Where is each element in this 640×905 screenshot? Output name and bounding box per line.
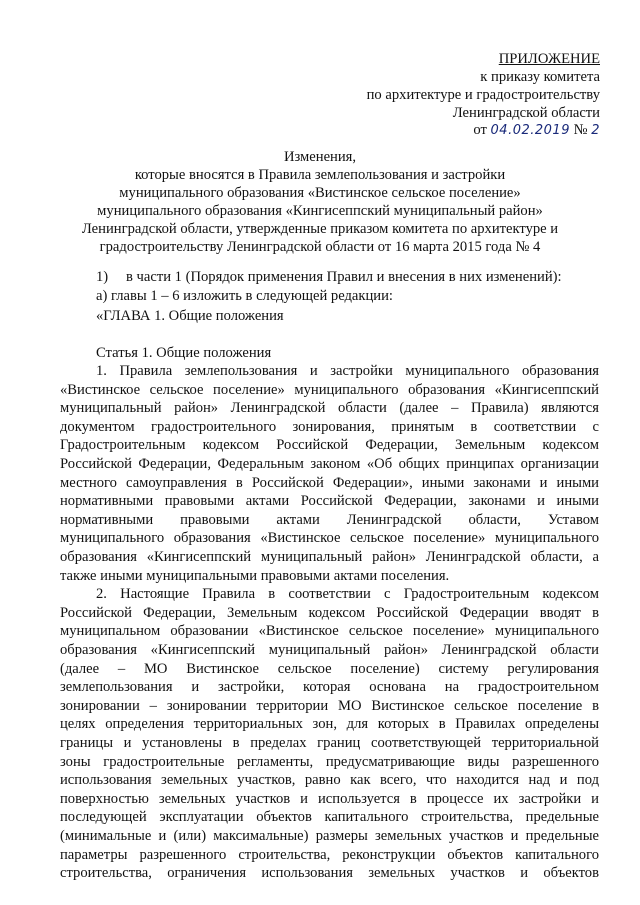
item-a-text: а) главы 1 – 6 изложить в следующей редакции: [96,288,393,304]
paragraph-line: зоны градостроительные регламенты, предусматривающие виды разрешенного [60,753,599,770]
appendix-line-2: по архитектуре и градостроительству [366,87,600,103]
paragraph-line: (минимальные и (или) максимальные) размеры земельных участков и предельные [60,828,599,844]
heading-line: градостроительству Ленинградской области от 16 марта 2015 года № 4 [99,239,541,255]
item-1-text: в части 1 (Порядок применения Правил и внесения в них изменений): [126,269,562,285]
number-prefix: № [573,122,588,138]
paragraph-line: целях определения территориальных зон, для которых в Правилах определены [60,716,599,733]
paragraph-line: использования земельных участков, равно как всего, что находится над и под [60,772,599,789]
paragraph-line: образования «Кингисеппский муниципальный район» Ленинградской области [60,642,599,658]
appendix-date-line [473,121,600,140]
chapter-title: «ГЛАВА 1. Общие положения [96,308,284,324]
paragraph-line: муниципальном образовании «Вистинское сельское поселение» муниципального [60,623,599,640]
paragraph-line: образования «Кингисеппский муниципальный район» Ленинградской области, а [60,549,599,565]
paragraph-line: также иными муниципальными правовыми актами поселения. [60,567,450,584]
article-title: Статья 1. Общие положения [96,345,272,361]
paragraph-line: муниципальный район» Ленинградской области (далее – Правила) являются [60,400,599,417]
paragraph-line: местного самоуправления в Российской Федерации», иными законами и иными [60,474,599,491]
appendix-line-1: к приказу комитета [480,69,600,85]
paragraph-line: 1. Правила землепользования и застройки муниципального образования [96,363,599,379]
item-1-number: 1) [96,269,109,285]
paragraph-line: поверхностью земельных участков и используется в процессе их застройки и [60,790,599,807]
paragraph-line: Градостроительным кодексом Российской Федерации, Земельным кодексом [60,437,599,454]
paragraph-line: муниципального образования «Вистинское сельское поселение» муниципального [60,530,599,547]
appendix-title: ПРИЛОЖЕНИЕ [498,51,600,67]
paragraph-line: «Вистинское сельское поселение» муниципального образования «Кингисеппский [60,381,599,398]
paragraph-line: землепользования и застройки, которая основана на градостроительном [60,679,599,696]
paragraph-line: 2. Настоящие Правила в соответствии с Градостроительным кодексом [96,586,599,603]
paragraph-line: последующей эксплуатации объектов капитального строительства, предельные [60,809,599,826]
date-prefix: от [473,122,487,138]
heading-line: муниципального образования «Кингисеппский муниципальный район» [97,203,543,219]
handwritten-date: 04.02.2019 [490,123,570,138]
appendix-line-3: Ленинградской области [452,105,600,121]
paragraph-line: Российской Федерации, Федеральным законом «Об общих принципах организации [60,456,599,472]
paragraph-line: нормативными правовыми актами Ленинградской области, Уставом [60,511,599,528]
paragraph-line: (далее – МО Вистинское сельское поселение) систему регулирования [60,660,599,677]
heading-line: Ленинградской области, утвержденные приказом комитета по архитектуре и [81,221,559,237]
paragraph-line: границы и установлены в пределах границ соответствующей территориальной [60,735,599,751]
paragraph-line: Российской Федерации, Земельным кодексом Российской Федерации вводят в [60,604,599,621]
paragraph-line: строительства, ограничения использования земельных участков и объектов [60,865,599,882]
paragraph-line: зонировании – зонировании территории МО Вистинское сельское поселение в [60,697,599,714]
heading-line: которые вносятся в Правила землепользования и застройки [134,167,506,183]
paragraph-line: нормативными правовыми актами Российской Федерации, законами и иными [60,493,599,510]
heading-line: Изменения, [283,149,357,165]
handwritten-number: 2 [591,123,600,138]
heading-line: муниципального образования «Вистинское сельское поселение» [119,185,521,201]
paragraph-line: документом градостроительного зонирования, принятым в соответствии с [60,418,599,435]
paragraph-line: параметры разрешенного строительства, реконструкции объектов капитального [60,846,599,863]
